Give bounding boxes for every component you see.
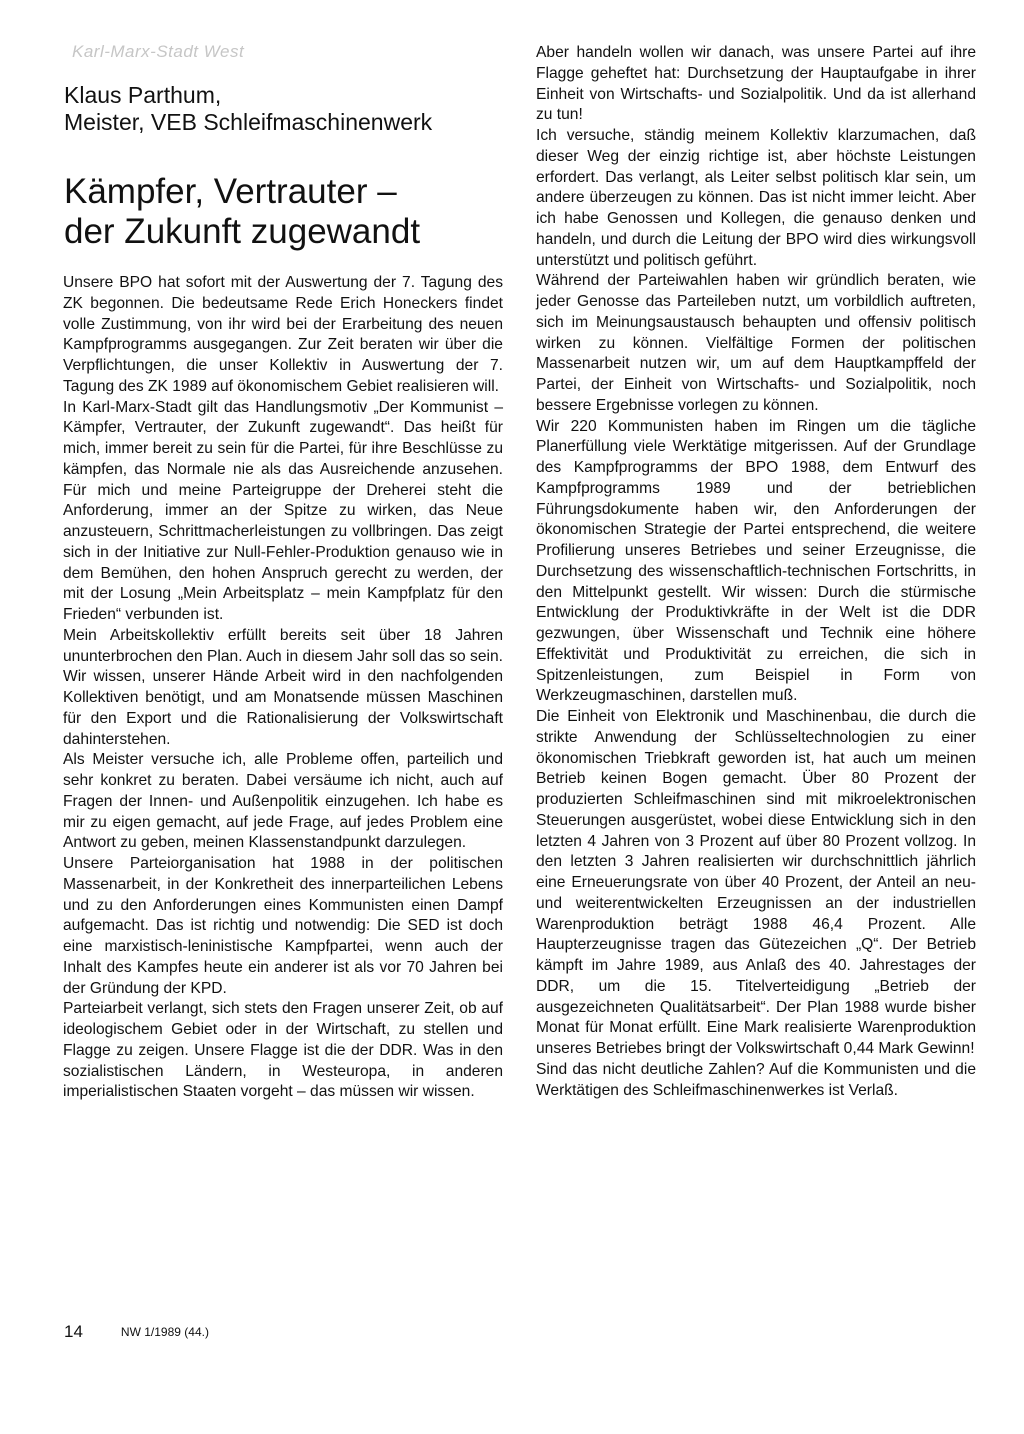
paragraph: Während der Parteiwahlen haben wir gründlich beraten, wie jeder Genosse das Parteileben nutzt, um vorbildlich auftreten, sich im Meinungsaustausch behaupten und offensiv politisch wirken zu können. Vielfältige Formen der politischen Massenarbeit nutzen wir, um auf dem Hauptkampffeld der Partei, der Einheit von Wirtschafts- und Sozialpolitik, noch bessere Ergebnisse vorlegen zu können. — [536, 272, 976, 414]
page-footer — [64, 1322, 209, 1342]
author-block — [64, 82, 484, 136]
article-headline — [64, 172, 484, 252]
headline-line-1: Kämpfer, Vertrauter – — [64, 172, 397, 211]
paragraph: Mein Arbeitskollektiv erfüllt bereits seit über 18 Jahren ununterbrochen den Plan. Auch in diesem Jahr soll das so sein. Wir wissen, unserer Hände Arbeit wird in den nachfolgenden Kollektiven benötigt, und am Monatsende müssen Maschinen für den Export und die Rationalisierung der Volkswirtschaft dahinterstehen. — [63, 626, 503, 748]
right-column — [536, 43, 976, 1101]
paragraph: Parteiarbeit verlangt, sich stets den Fragen unserer Zeit, ob auf ideologischem Gebiet oder in der Wirtschaft, zu stellen und Flagge zu zeigen. Unsere Flagge ist die der DDR. Was in den sozialistischen Ländern, in Westeuropa, in anderen imperialistischen Staaten vorgeht – das müssen wir wissen. — [63, 1000, 503, 1101]
left-column — [63, 273, 503, 1103]
paragraph: In Karl-Marx-Stadt gilt das Handlungsmotiv „Der Kommunist – Kämpfer, Vertrauter, der Zukunft zugewandt“. Das heißt für mich, immer bereit zu sein für die Partei, für ihre Beschlüsse zu kämpfen, das Normale nie als das Ausreichende anzusehen. Für mich und meine Parteigruppe der Dreherei steht die Anforderung, immer an der Spitze zu wirken, das Neue anzusteuern, Schrittmacherleistungen zu vollbringen. Das zeigt sich in der Initiative zur Null-Fehler-Produktion genauso wie in dem Bemühen, den hohen Anspruch gerecht zu werden, der mit der Losung „Mein Arbeitsplatz – mein Kampfplatz für den Frieden“ verbunden ist. — [63, 398, 503, 623]
paragraph: Unsere BPO hat sofort mit der Auswertung der 7. Tagung des ZK begonnen. Die bedeutsame Rede Erich Honeckers findet volle Zustimmung, von ihr wird bei der Erarbeitung des neuen Kampfprogramms ausgegangen. Zur Zeit beraten wir über die Verpflichtungen, die unser Kollektiv in Auswertung der 7. Tagung des ZK 1989 auf ökonomischem Gebiet realisieren will. — [63, 274, 503, 395]
paragraph: Als Meister versuche ich, alle Probleme offen, parteilich und sehr konkret zu beraten. Dabei versäume ich nicht, auch auf Fragen der Innen- und Außenpolitik einzugehen. Ich habe es mir zu eigen gemacht, auf jede Frage, auf jedes Problem eine Antwort zu geben, meinen Klassenstandpunkt darzulegen. — [63, 751, 503, 852]
headline-line-2: der Zukunft zugewandt — [64, 212, 421, 251]
author-role: Meister, VEB Schleifmaschinenwerk — [64, 109, 433, 135]
region-tag: Karl-Marx-Stadt West — [72, 42, 245, 61]
paragraph: Sind das nicht deutliche Zahlen? Auf die Kommunisten und die Werktätigen des Schleifmaschinenwerkes ist Verlaß. — [536, 1060, 976, 1099]
paragraph: Aber handeln wollen wir danach, was unsere Partei auf ihre Flagge geheftet hat: Durchsetzung der Hauptaufgabe in ihrer Einheit von Wirtschafts- und Sozialpolitik. Und da ist allerhand zu tun! — [536, 44, 976, 124]
paragraph: Die Einheit von Elektronik und Maschinenbau, die durch die strikte Anwendung der Schlüsseltechnologien zu einer ökonomischen Triebkraft geworden ist, hat auch um meinen Betrieb keinen Bogen gemacht. Über 80 Prozent der produzierten Schleifmaschinen sind mit mikroelektronischen Steuerungen ausgerüstet, wobei diese Entwicklung sich in den letzten 4 Jahren von 3 Prozent auf über 80 Prozent vollzog. In den letzten 3 Jahren realisierten wir durchschnittlich jährlich eine Erneuerungsrate von über 40 Prozent, der Anteil an neu- und weiterentwickelten Erzeugnissen an der industriellen Warenproduktion beträgt 1988 46,4 Prozent. Alle Haupterzeugnisse tragen das Gütezeichen „Q“. Der Betrieb kämpft im Jahre 1989, aus Anlaß des 40. Jahrestages der DDR, um die 15. Titelverteidigung „Betrieb der ausgezeichneten Qualitätsarbeit“. Der Plan 1988 wurde bisher Monat für Monat erfüllt. Eine Mark realisierte Warenproduktion unseres Betriebes bringt der Volkswirtschaft 0,44 Mark Gewinn! — [536, 708, 976, 1057]
issue-reference: NW 1/1989 (44.) — [120, 1325, 209, 1339]
page-number: 14 — [64, 1322, 83, 1341]
author-name: Klaus Parthum, — [64, 82, 222, 108]
paragraph: Unsere Parteiorganisation hat 1988 in der politischen Massenarbeit, in der Konkretheit des innerparteilichen Lebens und zu den Anforderungen eines Kommunisten einen Dampf aufgemacht. Das ist richtig und notwendig: Die SED ist doch eine marxistisch-leninistische Kampfpartei, wenn auch der Inhalt des Kampfes heute ein anderer ist als vor 70 Jahren bei der Gründung der KPD. — [63, 855, 503, 997]
paragraph: Wir 220 Kommunisten haben im Ringen um die tägliche Planerfüllung viele Werktätige mitgerissen. Auf der Grundlage des Kampfprogramms der BPO 1988, dem Entwurf des Kampfprogramms 1989 und der betrieblichen Führungsdokumente haben wir, den Anforderungen der ökonomischen Strategie der Partei entsprechend, die weitere Profilierung unseres Betriebes und seiner Erzeugnisse, die Durchsetzung des wissenschaftlich-technischen Fortschritts, in den Mittelpunkt gestellt. Wir wissen: Durch die stürmische Entwicklung der Produktivkräfte in der Welt ist die DDR gezwungen, über Wissenschaft und Technik eine höhere Effektivität und Produktivität zu erreichen, die sich in Spitzenleistungen, zum Beispiel in Form von Werkzeugmaschinen, darstellen muß. — [536, 417, 976, 705]
paragraph: Ich versuche, ständig meinem Kollektiv klarzumachen, daß dieser Weg der einzig richtige ist, aber höchste Leistungen erfordert. Das verlangt, als Leiter selbst politisch klar sein, um andere überzeugen zu können. Das ist nicht immer leicht. Aber ich habe Genossen und Kollegen, die genauso denken und handeln, und durch die Leitung der BPO wird dies wirkungsvoll unterstützt und politisch geführt. — [536, 127, 976, 269]
